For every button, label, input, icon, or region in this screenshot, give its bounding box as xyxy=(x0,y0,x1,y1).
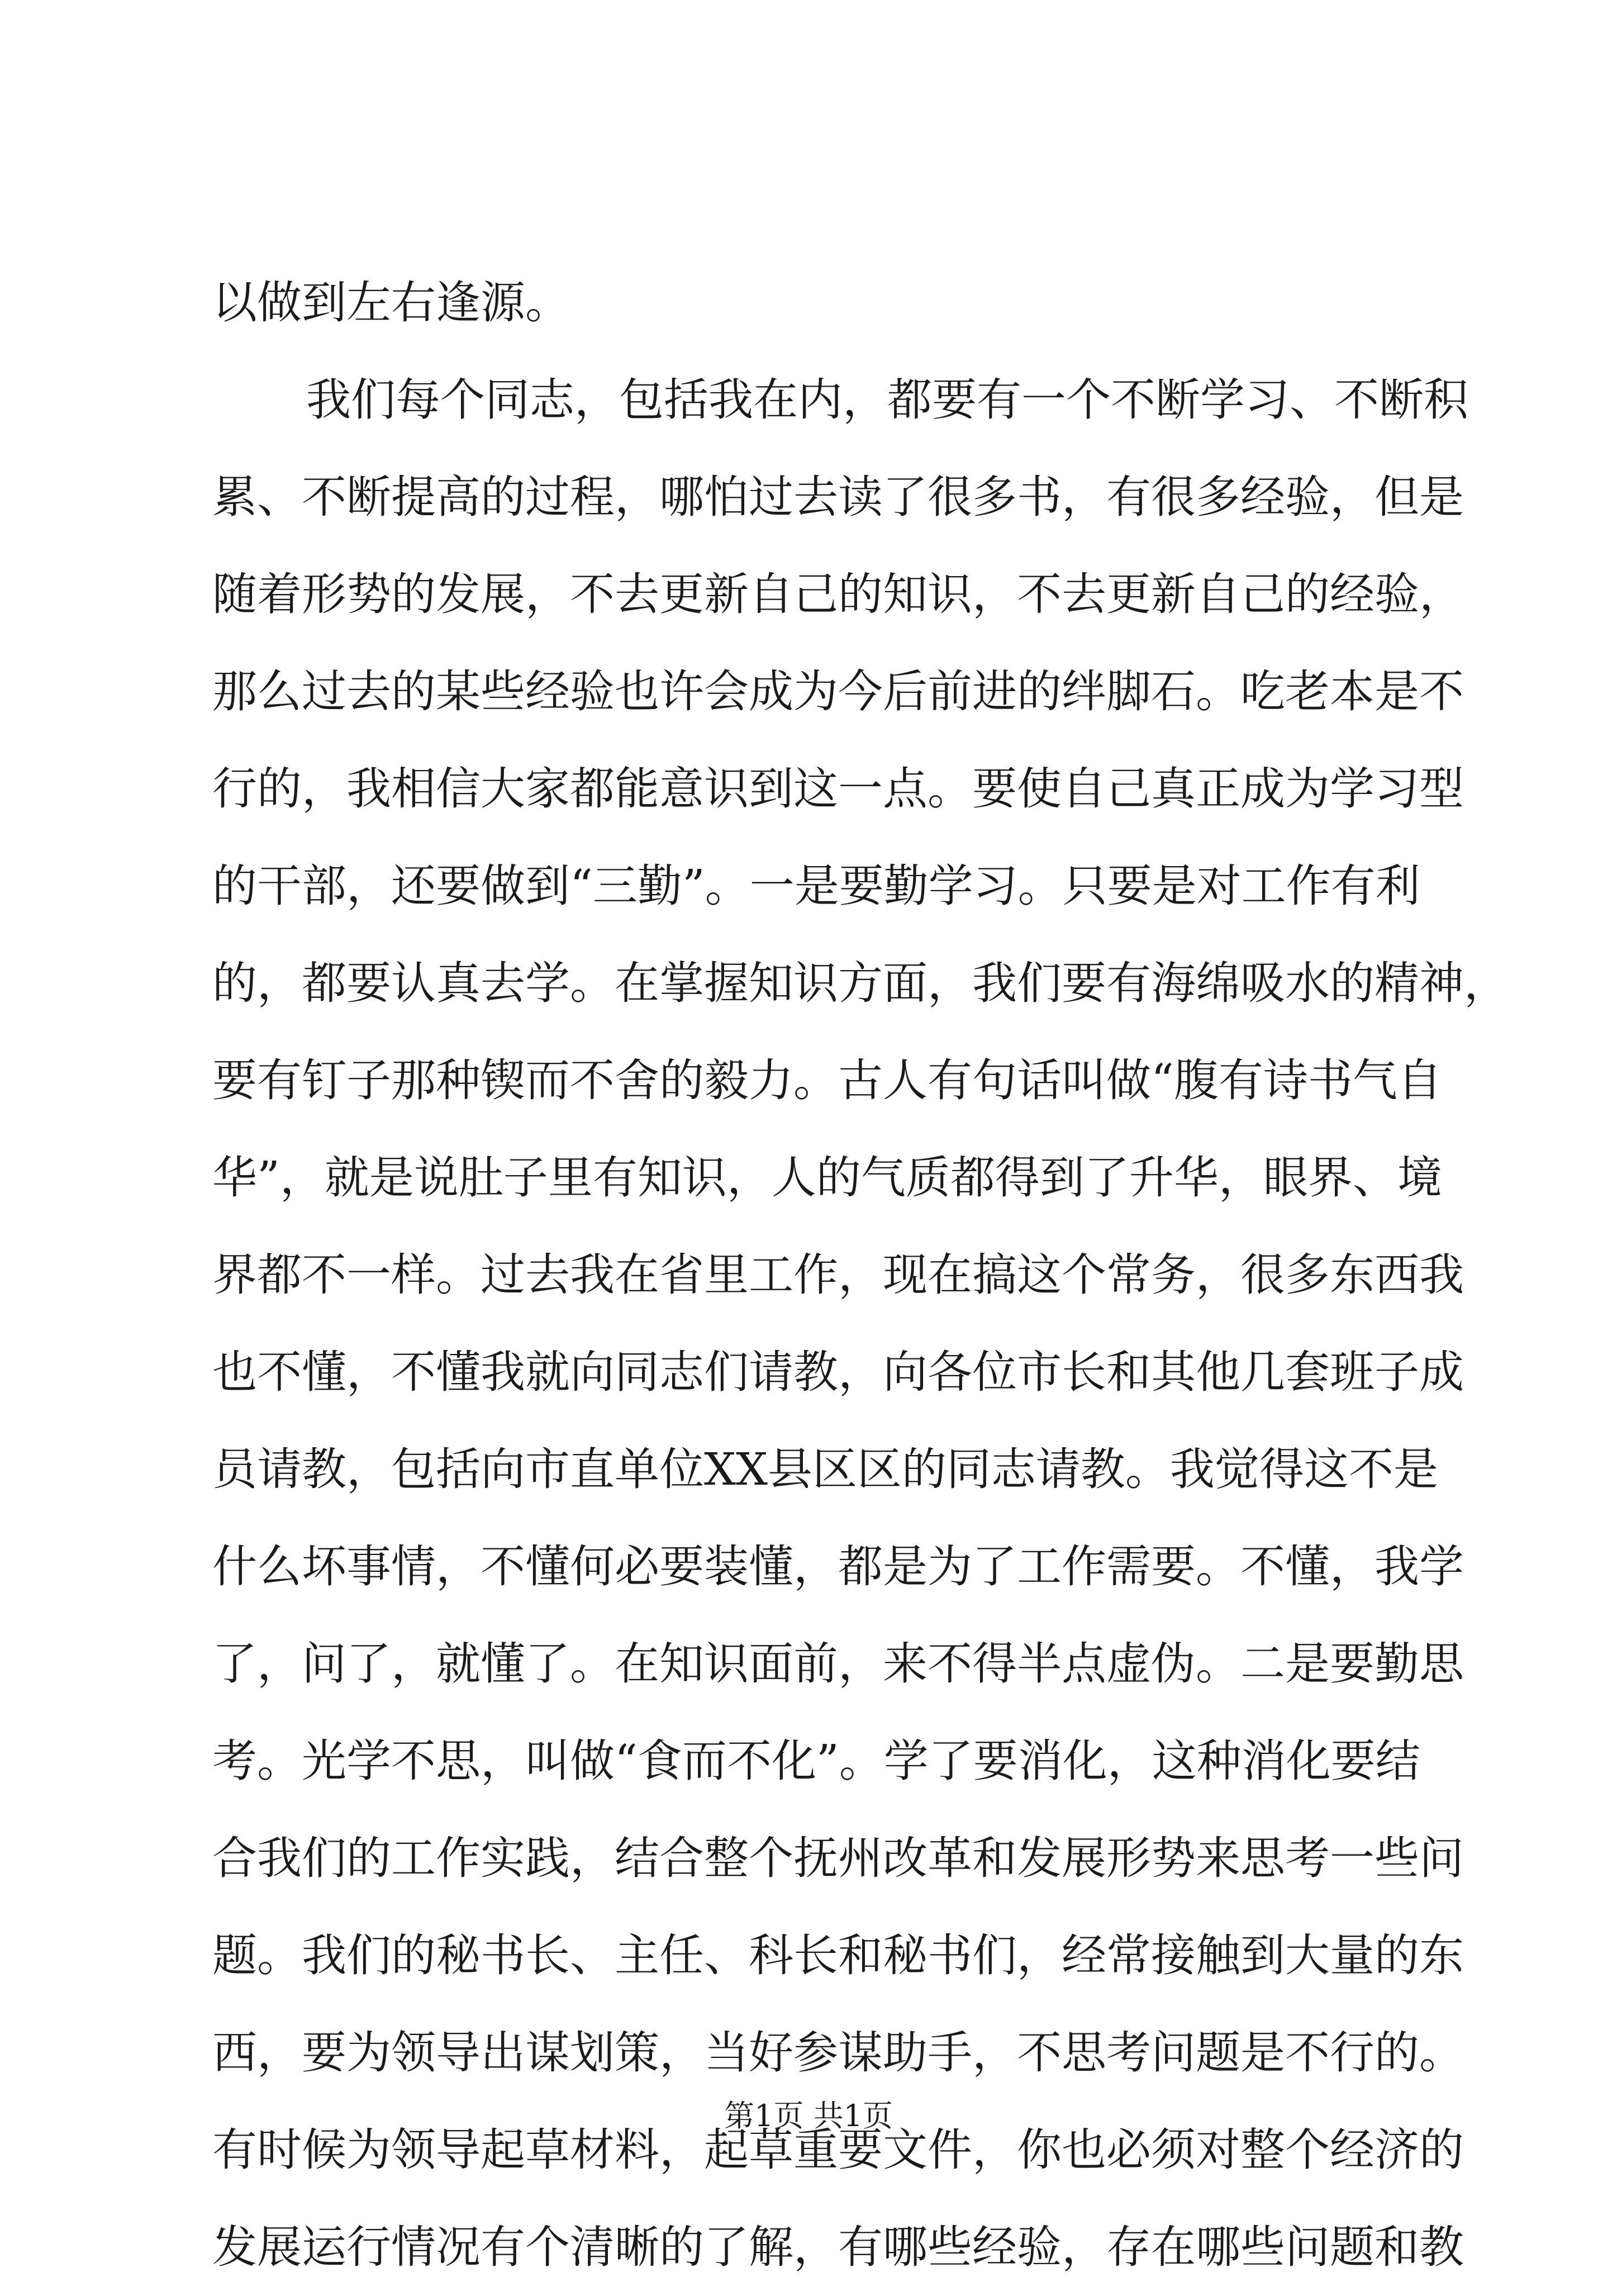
text-line: 的干部，还要做到“三勤”。一是要勤学习。只要是对工作有利 xyxy=(212,860,1420,912)
text-line: 华”，就是说肚子里有知识，人的气质都得到了升华，眼界、境 xyxy=(212,1152,1442,1204)
page-footer xyxy=(0,2097,1617,2136)
page-number: 第1页 共1页 xyxy=(724,2098,893,2133)
text-line: 什么坏事情，不懂何必要装懂，都是为了工作需要。不懂，我学 xyxy=(212,1541,1464,1593)
text-line: 有时候为领导起草材料，起草重要文件，你也必须对整个经济的 xyxy=(212,2124,1464,2176)
text-line: 要有钉子那种锲而不舍的毅力。古人有句话叫做“腹有诗书气自 xyxy=(212,1054,1442,1106)
text-line: 累、不断提高的过程，哪怕过去读了很多书，有很多经验，但是 xyxy=(212,471,1464,523)
text-line: 随着形势的发展，不去更新自己的知识，不去更新自己的经验， xyxy=(212,568,1464,620)
body-text xyxy=(212,254,1509,2296)
text-line: 发展运行情况有个清晰的了解，有哪些经验，存在哪些问题和教 xyxy=(212,2221,1464,2273)
text-line: 合我们的工作实践，结合整个抚州改革和发展形势来思考一些问 xyxy=(212,1832,1464,1884)
text-line: 考。光学不思，叫做“食而不化”。学了要消化，这种消化要结 xyxy=(212,1735,1420,1787)
text-line: 了，问了，就懂了。在知识面前，来不得半点虚伪。二是要勤思 xyxy=(212,1638,1464,1690)
text-line: 以做到左右逢源。 xyxy=(212,277,570,329)
text-line: 那么过去的某些经验也许会成为今后前进的绊脚石。吃老本是不 xyxy=(212,665,1464,717)
text-line: 题。我们的秘书长、主任、科长和秘书们，经常接触到大量的东 xyxy=(212,1929,1464,1981)
text-line: 界都不一样。过去我在省里工作，现在搞这个常务，很多东西我 xyxy=(212,1249,1464,1301)
text-line: 我们每个同志，包括我在内，都要有一个不断学习、不断积 xyxy=(306,374,1468,426)
text-line: 员请教，包括向市直单位XX县区区的同志请教。我觉得这不是 xyxy=(212,1443,1438,1495)
text-line: 西，要为领导出谋划策，当好参谋助手，不思考问题是不行的。 xyxy=(212,2027,1464,2079)
text-line: 也不懂，不懂我就向同志们请教，向各位市长和其他几套班子成 xyxy=(212,1346,1464,1398)
text-line: 的，都要认真去学。在掌握知识方面，我们要有海绵吸水的精神， xyxy=(212,957,1509,1009)
text-line: 行的，我相信大家都能意识到这一点。要使自己真正成为学习型 xyxy=(212,763,1464,815)
